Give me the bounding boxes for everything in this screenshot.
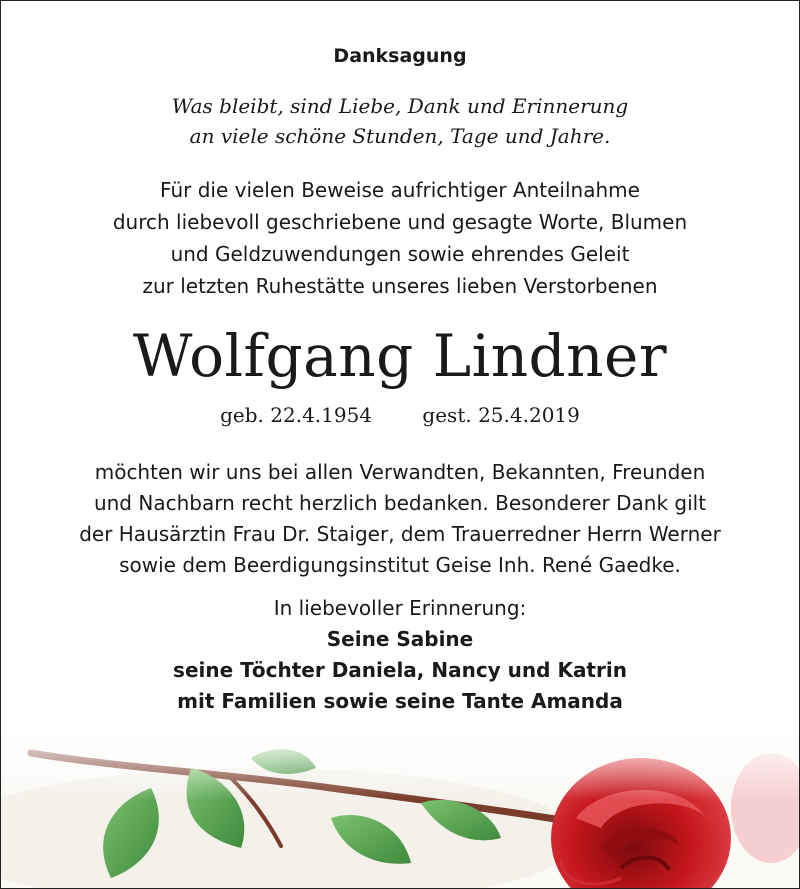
deceased-name: Wolfgang Lindner bbox=[132, 322, 668, 390]
death-date: gest. 25.4.2019 bbox=[422, 403, 580, 427]
thanks-line: sowie dem Beerdigungsinstitut Geise Inh. René Gaedke. bbox=[119, 553, 681, 577]
signatory-line: Seine Sabine bbox=[326, 627, 474, 651]
thanks-line: der Hausärztin Frau Dr. Staiger, dem Trauerredner Herrn Werner bbox=[79, 522, 721, 546]
intro-line: und Geldzuwendungen sowie ehrendes Geleit bbox=[170, 242, 630, 266]
intro-line: Für die vielen Beweise aufrichtiger Anteilnahme bbox=[160, 178, 640, 202]
quote-line: Was bleibt, sind Liebe, Dank und Erinnerung bbox=[171, 94, 629, 118]
signatory-line: seine Töchter Daniela, Nancy und Katrin bbox=[173, 658, 627, 682]
notice-heading: Danksagung bbox=[333, 45, 467, 67]
intro-line: zur letzten Ruhestätte unseres lieben Verstorbenen bbox=[142, 274, 658, 298]
birth-date: geb. 22.4.1954 bbox=[220, 403, 373, 427]
thanks-line: möchten wir uns bei allen Verwandten, Bekannten, Freunden bbox=[94, 460, 706, 484]
top-fade bbox=[1, 728, 799, 888]
intro-line: durch liebevoll geschriebene und gesagte Worte, Blumen bbox=[112, 210, 688, 234]
thanks-text bbox=[1, 457, 799, 581]
memorial-quote bbox=[1, 91, 799, 151]
memory-intro: In liebevoller Erinnerung: bbox=[273, 596, 527, 620]
rose-decoration bbox=[1, 728, 799, 888]
thanks-line: und Nachbarn recht herzlich bedanken. Besonderer Dank gilt bbox=[93, 491, 707, 515]
signatories bbox=[1, 593, 799, 717]
signatory-line: mit Familien sowie seine Tante Amanda bbox=[177, 689, 623, 713]
intro-text bbox=[1, 174, 799, 302]
quote-line: an viele schöne Stunden, Tage und Jahre. bbox=[189, 124, 611, 148]
life-dates bbox=[1, 403, 799, 427]
